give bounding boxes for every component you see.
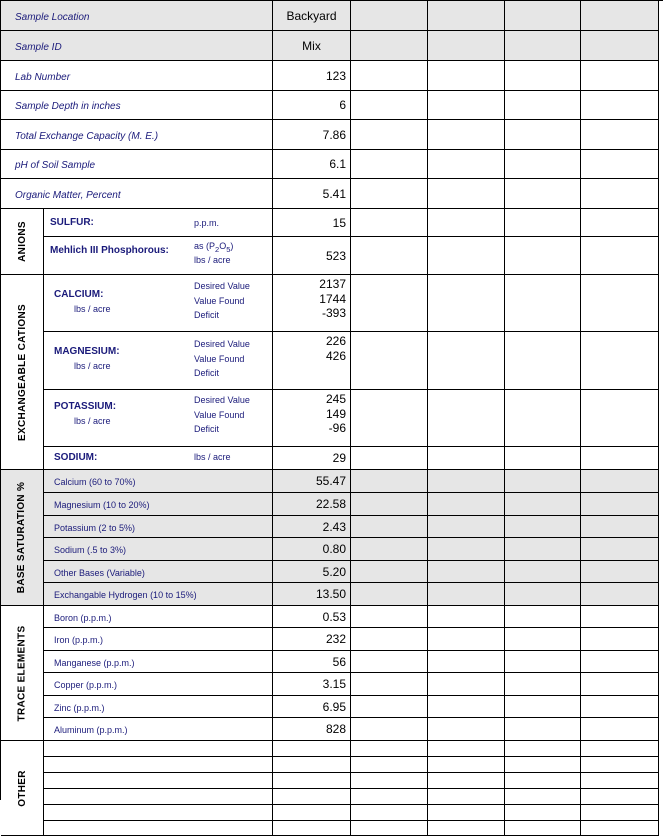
empty-cell	[351, 120, 428, 150]
empty-cell	[273, 741, 351, 757]
empty-cell	[351, 538, 428, 561]
empty-cell	[581, 91, 659, 120]
empty-cell	[428, 179, 505, 209]
base-saturation-section-label: BASE SATURATION %	[1, 470, 44, 606]
empty-cell	[428, 821, 505, 836]
empty-cell	[351, 150, 428, 179]
empty-cell	[428, 447, 505, 470]
phosphorous-name: Mehlich III Phosphorous:	[50, 245, 169, 256]
lab-number-value: 123	[273, 61, 351, 91]
base-sat-other-value: 5.20	[273, 561, 351, 583]
empty-cell	[351, 805, 428, 821]
potassium-unit: lbs / acre	[74, 416, 111, 426]
empty-cell	[581, 651, 659, 673]
ph-label: pH of Soil Sample	[1, 150, 273, 179]
trace-zinc-label: Zinc (p.p.m.)	[44, 696, 273, 718]
base-sat-hydrogen-label: Exchangable Hydrogen (10 to 15%)	[44, 583, 273, 606]
empty-cell	[505, 718, 581, 741]
empty-cell	[505, 651, 581, 673]
potassium-labels: Desired Value Value Found Deficit	[194, 395, 250, 434]
other-row-label	[44, 821, 273, 836]
magnesium-labels: Desired Value Value Found Deficit	[194, 339, 250, 378]
empty-cell	[428, 493, 505, 516]
sodium-cell	[44, 447, 273, 470]
calcium-cell	[44, 275, 273, 332]
empty-cell	[351, 209, 428, 237]
sodium-value: 29	[273, 447, 351, 470]
calcium-labels: Desired Value Value Found Deficit	[194, 281, 250, 320]
other-row-label	[44, 789, 273, 805]
empty-cell	[428, 583, 505, 606]
sodium-name: SODIUM:	[54, 452, 98, 463]
empty-cell	[351, 773, 428, 789]
empty-cell	[505, 493, 581, 516]
empty-cell	[505, 789, 581, 805]
magnesium-cell	[44, 332, 273, 390]
potassium-name: POTASSIUM:	[54, 401, 117, 412]
calcium-name: CALCIUM:	[54, 289, 104, 300]
empty-cell	[581, 179, 659, 209]
empty-cell	[505, 516, 581, 538]
empty-cell	[581, 538, 659, 561]
empty-cell	[505, 275, 581, 332]
trace-manganese-label: Manganese (p.p.m.)	[44, 651, 273, 673]
empty-cell	[505, 179, 581, 209]
potassium-cell	[44, 390, 273, 447]
empty-cell	[505, 61, 581, 91]
empty-cell	[351, 470, 428, 493]
empty-cell	[505, 821, 581, 836]
phosphorous-value: 523	[273, 237, 351, 275]
potassium-values: 245 149 -96	[273, 390, 351, 447]
sulfur-unit: p.p.m.	[194, 218, 220, 228]
base-sat-sodium-value: 0.80	[273, 538, 351, 561]
empty-cell	[351, 696, 428, 718]
empty-cell	[505, 1, 581, 31]
empty-cell	[581, 628, 659, 651]
ph-value: 6.1	[273, 150, 351, 179]
base-sat-magnesium-label: Magnesium (10 to 20%)	[44, 493, 273, 516]
empty-cell	[351, 275, 428, 332]
empty-cell	[428, 31, 505, 61]
base-sat-other-label: Other Bases (Variable)	[44, 561, 273, 583]
trace-iron-value: 232	[273, 628, 351, 651]
empty-cell	[273, 773, 351, 789]
empty-cell	[428, 470, 505, 493]
empty-cell	[581, 237, 659, 275]
organic-matter-label: Organic Matter, Percent	[1, 179, 273, 209]
empty-cell	[351, 821, 428, 836]
empty-cell	[505, 470, 581, 493]
empty-cell	[581, 120, 659, 150]
empty-cell	[581, 516, 659, 538]
trace-zinc-value: 6.95	[273, 696, 351, 718]
empty-cell	[273, 789, 351, 805]
empty-cell	[505, 757, 581, 773]
empty-cell	[581, 1, 659, 31]
lab-number-label: Lab Number	[1, 61, 273, 91]
empty-cell	[581, 673, 659, 696]
empty-cell	[351, 718, 428, 741]
magnesium-name: MAGNESIUM:	[54, 346, 120, 357]
base-sat-hydrogen-value: 13.50	[273, 583, 351, 606]
empty-cell	[581, 583, 659, 606]
empty-cell	[581, 275, 659, 332]
empty-cell	[581, 470, 659, 493]
empty-cell	[351, 561, 428, 583]
empty-cell	[428, 718, 505, 741]
trace-aluminum-label: Aluminum (p.p.m.)	[44, 718, 273, 741]
empty-cell	[581, 493, 659, 516]
sample-id-label: Sample ID	[1, 31, 273, 61]
empty-cell	[505, 583, 581, 606]
empty-cell	[505, 741, 581, 757]
trace-boron-label: Boron (p.p.m.)	[44, 606, 273, 628]
base-sat-magnesium-value: 22.58	[273, 493, 351, 516]
empty-cell	[581, 209, 659, 237]
empty-cell	[581, 150, 659, 179]
empty-cell	[581, 741, 659, 757]
trace-manganese-value: 56	[273, 651, 351, 673]
empty-cell	[351, 628, 428, 651]
empty-cell	[581, 718, 659, 741]
empty-cell	[428, 390, 505, 447]
sample-location-label: Sample Location	[1, 1, 273, 31]
empty-cell	[351, 493, 428, 516]
empty-cell	[273, 805, 351, 821]
base-sat-sodium-label: Sodium (.5 to 3%)	[44, 538, 273, 561]
empty-cell	[581, 390, 659, 447]
magnesium-unit: lbs / acre	[74, 361, 111, 371]
empty-cell	[505, 561, 581, 583]
empty-cell	[428, 628, 505, 651]
empty-cell	[351, 1, 428, 31]
empty-cell	[428, 237, 505, 275]
empty-cell	[428, 773, 505, 789]
other-row-label	[44, 741, 273, 757]
other-row-label	[44, 773, 273, 789]
empty-cell	[428, 789, 505, 805]
empty-cell	[581, 561, 659, 583]
base-sat-calcium-value: 55.47	[273, 470, 351, 493]
empty-cell	[428, 696, 505, 718]
empty-cell	[428, 757, 505, 773]
empty-cell	[581, 31, 659, 61]
empty-cell	[351, 91, 428, 120]
empty-cell	[351, 179, 428, 209]
sample-id-value: Mix	[273, 31, 351, 61]
empty-cell	[505, 237, 581, 275]
empty-cell	[273, 821, 351, 836]
empty-cell	[581, 696, 659, 718]
empty-cell	[428, 61, 505, 91]
empty-cell	[428, 332, 505, 390]
empty-cell	[505, 628, 581, 651]
empty-cell	[428, 91, 505, 120]
empty-cell	[428, 741, 505, 757]
sulfur-name: SULFUR:	[50, 217, 94, 228]
empty-cell	[351, 31, 428, 61]
trace-boron-value: 0.53	[273, 606, 351, 628]
empty-cell	[505, 31, 581, 61]
empty-cell	[505, 606, 581, 628]
organic-matter-value: 5.41	[273, 179, 351, 209]
sample-depth-value: 6	[273, 91, 351, 120]
empty-cell	[351, 651, 428, 673]
empty-cell	[581, 61, 659, 91]
trace-copper-label: Copper (p.p.m.)	[44, 673, 273, 696]
empty-cell	[581, 757, 659, 773]
trace-copper-value: 3.15	[273, 673, 351, 696]
empty-cell	[351, 61, 428, 91]
empty-cell	[428, 561, 505, 583]
empty-cell	[428, 120, 505, 150]
trace-elements-section-label: TRACE ELEMENTS	[1, 606, 44, 741]
empty-cell	[351, 332, 428, 390]
base-sat-potassium-label: Potassium (2 to 5%)	[44, 516, 273, 538]
empty-cell	[428, 209, 505, 237]
trace-iron-label: Iron (p.p.m.)	[44, 628, 273, 651]
empty-cell	[505, 805, 581, 821]
sulfur-cell	[44, 209, 273, 237]
empty-cell	[581, 332, 659, 390]
empty-cell	[428, 275, 505, 332]
empty-cell	[428, 538, 505, 561]
empty-cell	[505, 332, 581, 390]
calcium-unit: lbs / acre	[74, 304, 111, 314]
anions-section-label: ANIONS	[1, 209, 44, 275]
exchange-capacity-value: 7.86	[273, 120, 351, 150]
exchange-capacity-label: Total Exchange Capacity (M. E.)	[1, 120, 273, 150]
empty-cell	[351, 237, 428, 275]
empty-cell	[505, 120, 581, 150]
phosphorous-unit: as $(P_2O_5)$ lbs / acre	[194, 241, 234, 265]
empty-cell	[351, 583, 428, 606]
empty-cell	[581, 805, 659, 821]
sample-depth-label: Sample Depth in inches	[1, 91, 273, 120]
empty-cell	[351, 789, 428, 805]
calcium-values: 2137 1744 -393	[273, 275, 351, 332]
empty-cell	[505, 773, 581, 789]
empty-cell	[351, 516, 428, 538]
empty-cell	[505, 696, 581, 718]
base-sat-calcium-label: Calcium (60 to 70%)	[44, 470, 273, 493]
empty-cell	[505, 673, 581, 696]
empty-cell	[581, 821, 659, 836]
sulfur-value: 15	[273, 209, 351, 237]
magnesium-values: 226 426	[273, 332, 351, 390]
empty-cell	[428, 150, 505, 179]
empty-cell	[505, 91, 581, 120]
empty-cell	[581, 773, 659, 789]
empty-cell	[428, 651, 505, 673]
other-row-label	[44, 805, 273, 821]
empty-cell	[505, 390, 581, 447]
empty-cell	[273, 757, 351, 773]
base-sat-potassium-value: 2.43	[273, 516, 351, 538]
empty-cell	[581, 789, 659, 805]
empty-cell	[428, 673, 505, 696]
empty-cell	[581, 606, 659, 628]
other-row-label	[44, 757, 273, 773]
empty-cell	[351, 741, 428, 757]
empty-cell	[581, 447, 659, 470]
trace-aluminum-value: 828	[273, 718, 351, 741]
empty-cell	[505, 209, 581, 237]
empty-cell	[505, 150, 581, 179]
empty-cell	[351, 390, 428, 447]
empty-cell	[428, 606, 505, 628]
sample-location-value: Backyard	[273, 1, 351, 31]
empty-cell	[505, 447, 581, 470]
empty-cell	[428, 805, 505, 821]
cations-section-label: EXCHANGEABLE CATIONS	[1, 275, 44, 470]
empty-cell	[351, 673, 428, 696]
sodium-unit: lbs / acre	[194, 452, 231, 462]
empty-cell	[428, 516, 505, 538]
phosphorous-cell	[44, 237, 273, 275]
empty-cell	[351, 606, 428, 628]
empty-cell	[428, 1, 505, 31]
empty-cell	[351, 757, 428, 773]
other-section-label: OTHER	[1, 741, 44, 836]
empty-cell	[505, 538, 581, 561]
empty-cell	[351, 447, 428, 470]
